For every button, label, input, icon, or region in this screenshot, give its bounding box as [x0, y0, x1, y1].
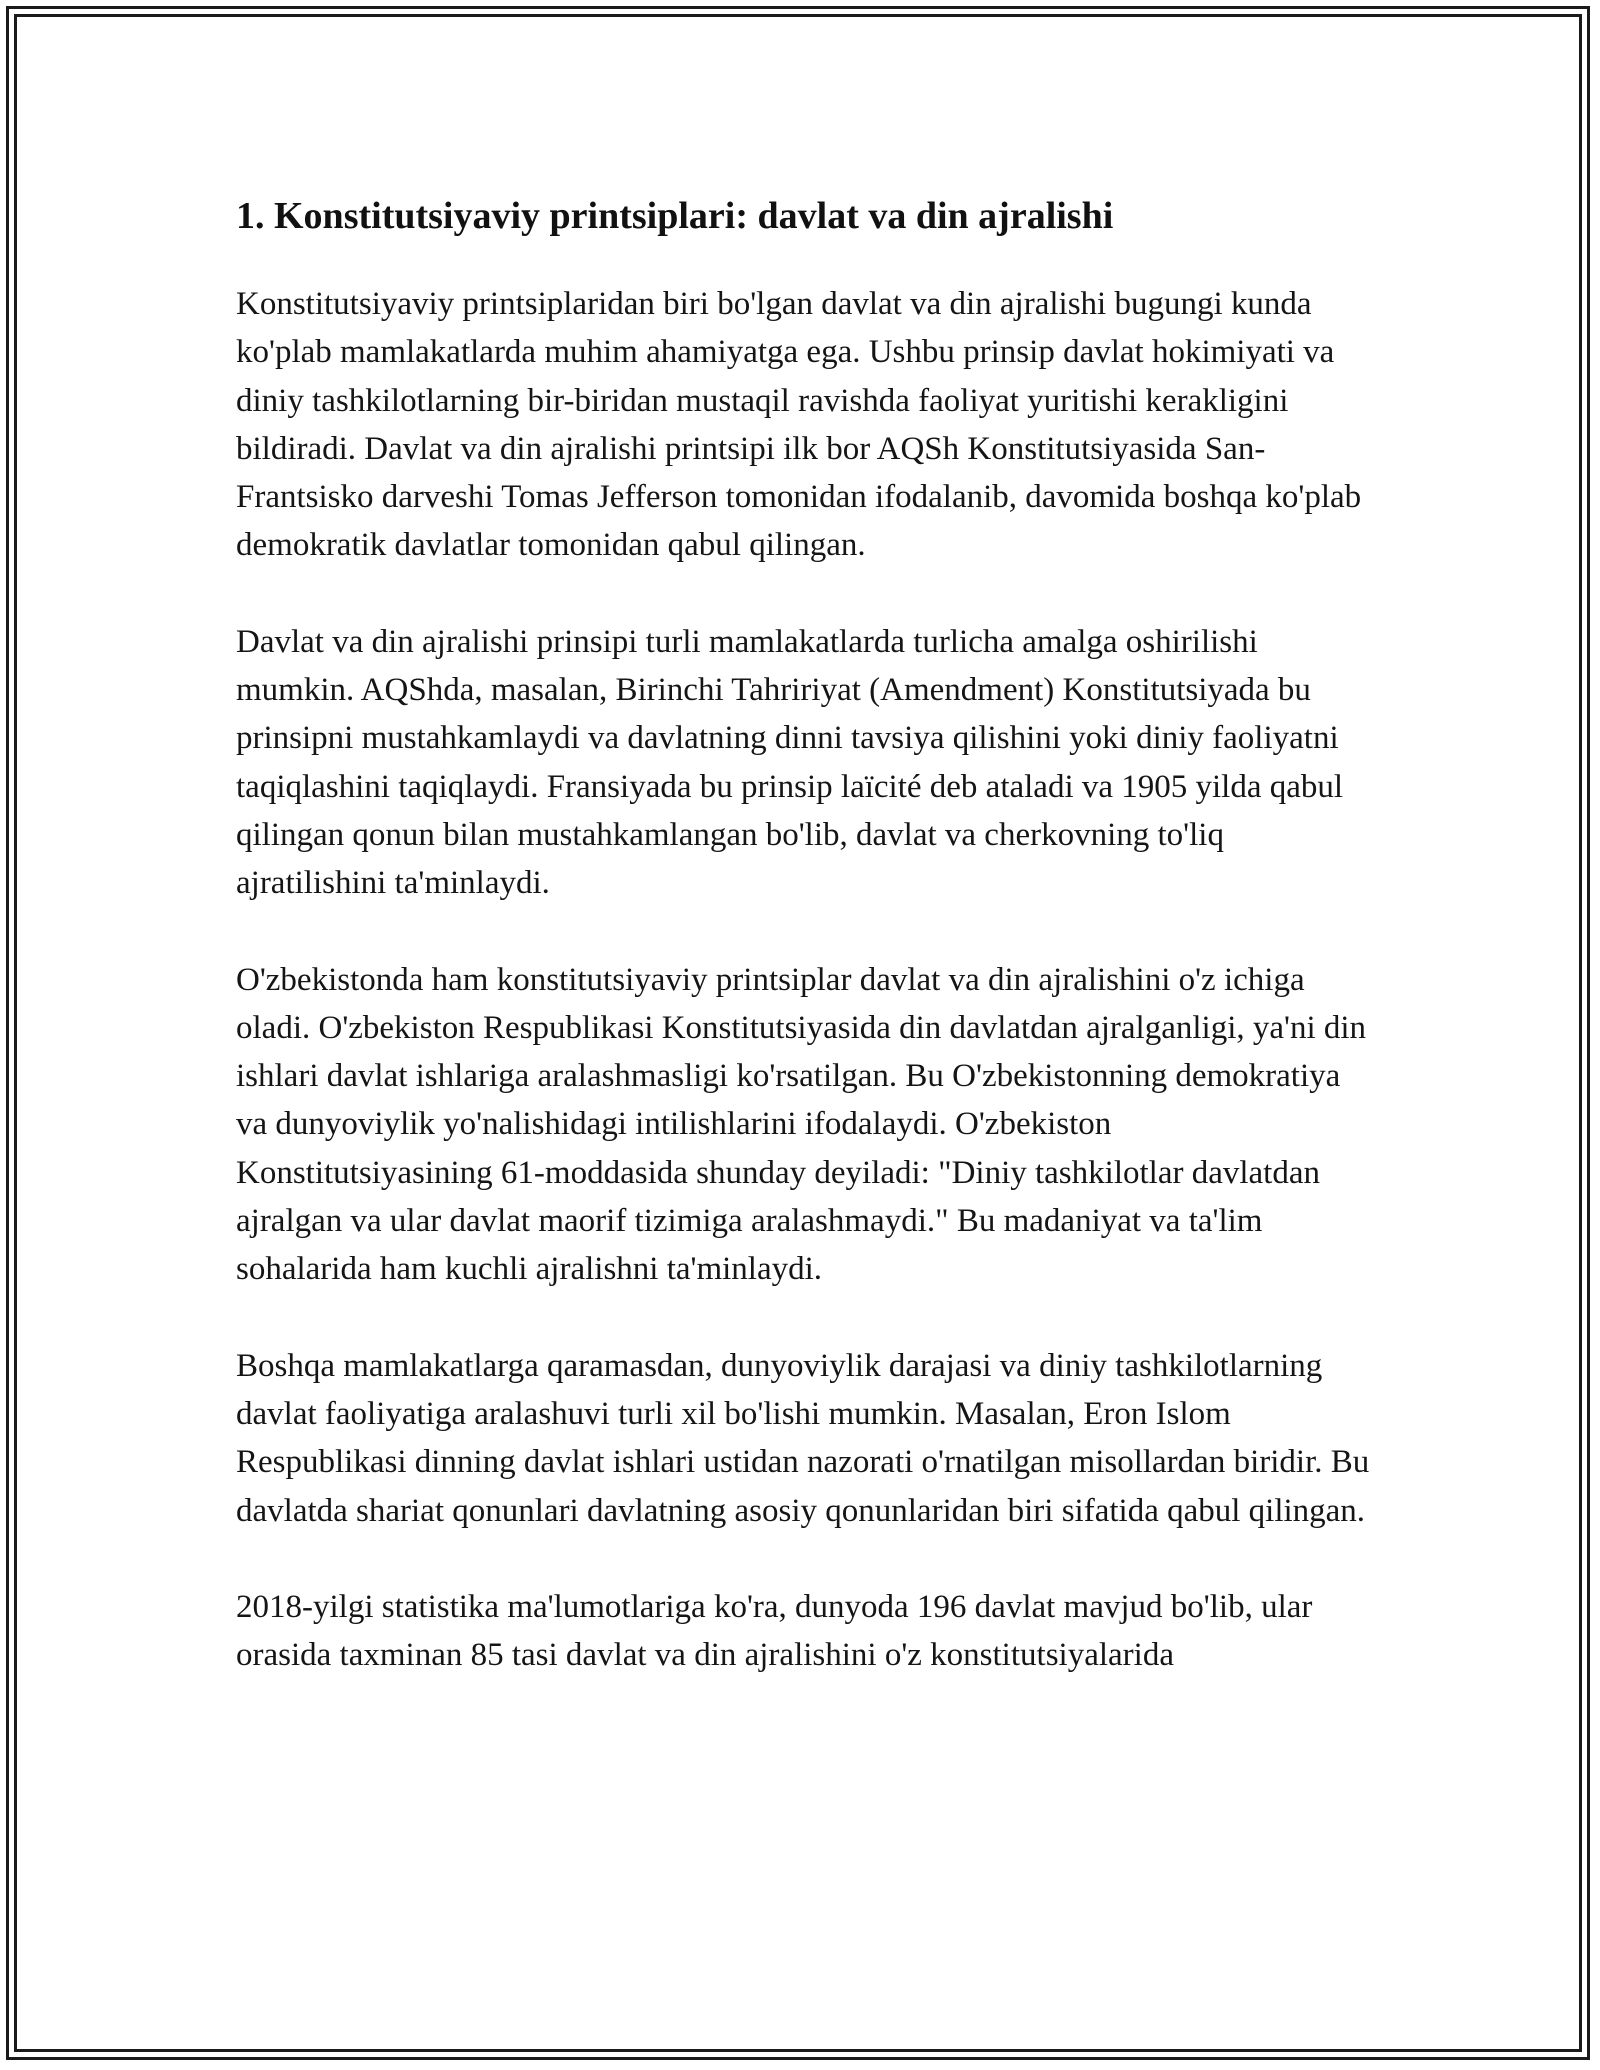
paragraph-3: O'zbekistonda ham konstitutsiyaviy printsiplar davlat va din ajralishini o'z ichiga oladi. O'zbekiston Respublikasi Konstitutsiyasida din davlatdan ajralganligi, ya'ni din ishlari davlat ishlariga aralashmasligi ko'rsatilgan. Bu O'zbekistonning demokratiya va dunyoviylik yo'nalishidagi intilishlarini ifodalaydi. O'zbekiston Konstitutsiyasining 61-moddasida shunday deyiladi: "Diniy tashkilotlar davlatdan ajralgan va ular davlat maorif tizimiga aralashmaydi." Bu madaniyat va ta'lim sohalarida ham kuchli ajralishni ta'minlaydi.	[236, 961, 1367, 1288]
paragraph-2: Davlat va din ajralishi prinsipi turli mamlakatlarda turlicha amalga oshirilishi mumkin. AQShda, masalan, Birinchi Tahririyat (Amendment) Konstitutsiyada bu prinsipni mustahkamlaydi va davlatning dinni tavsiya qilishini yoki diniy faoliyatni taqiqlashini taqiqlaydi. Fransiyada bu prinsip laïcité deb ataladi va 1905 yilda qabul qilingan qonun bilan mustahkamlangan bo'lib, davlat va cherkovning to'liq ajratilishini ta'minlaydi.	[236, 623, 1344, 902]
paragraph-4: Boshqa mamlakatlarga qaramasdan, dunyoviylik darajasi va diniy tashkilotlarning davlat faoliyatiga aralashuvi turli xil bo'lishi mumkin. Masalan, Eron Islom Respublikasi dinning davlat ishlari ustidan nazorati o'rnatilgan misollardan biridir. Bu davlatda shariat qonunlari davlatning asosiy qonunlaridan biri sifatida qabul qilingan.	[236, 1347, 1370, 1529]
document-body	[236, 188, 1376, 1727]
paragraph-1: Konstitutsiyaviy printsiplaridan biri bo'lgan davlat va din ajralishi bugungi kunda ko'plab mamlakatlarda muhim ahamiyatga ega. Ushbu prinsip davlat hokimiyati va diniy tashkilotlarning bir-biridan mustaqil ravishda faoliyat yuritishi kerakligini bildiradi. Davlat va din ajralishi printsipi ilk bor AQSh Konstitutsiyasida San-Frantsisko darveshi Tomas Jefferson tomonidan ifodalanib, davomida boshqa ko'plab demokratik davlatlar tomonidan qabul qilingan.	[236, 286, 1362, 564]
paragraph-5: 2018-yilgi statistika ma'lumotlariga ko'ra, dunyoda 196 davlat mavjud bo'lib, ular orasida taxminan 85 tasi davlat va din ajralishini o'z konstitutsiyalarida	[236, 1588, 1313, 1674]
section-heading: 1. Konstitutsiyaviy printsiplari: davlat va din ajralishi	[236, 195, 1114, 237]
